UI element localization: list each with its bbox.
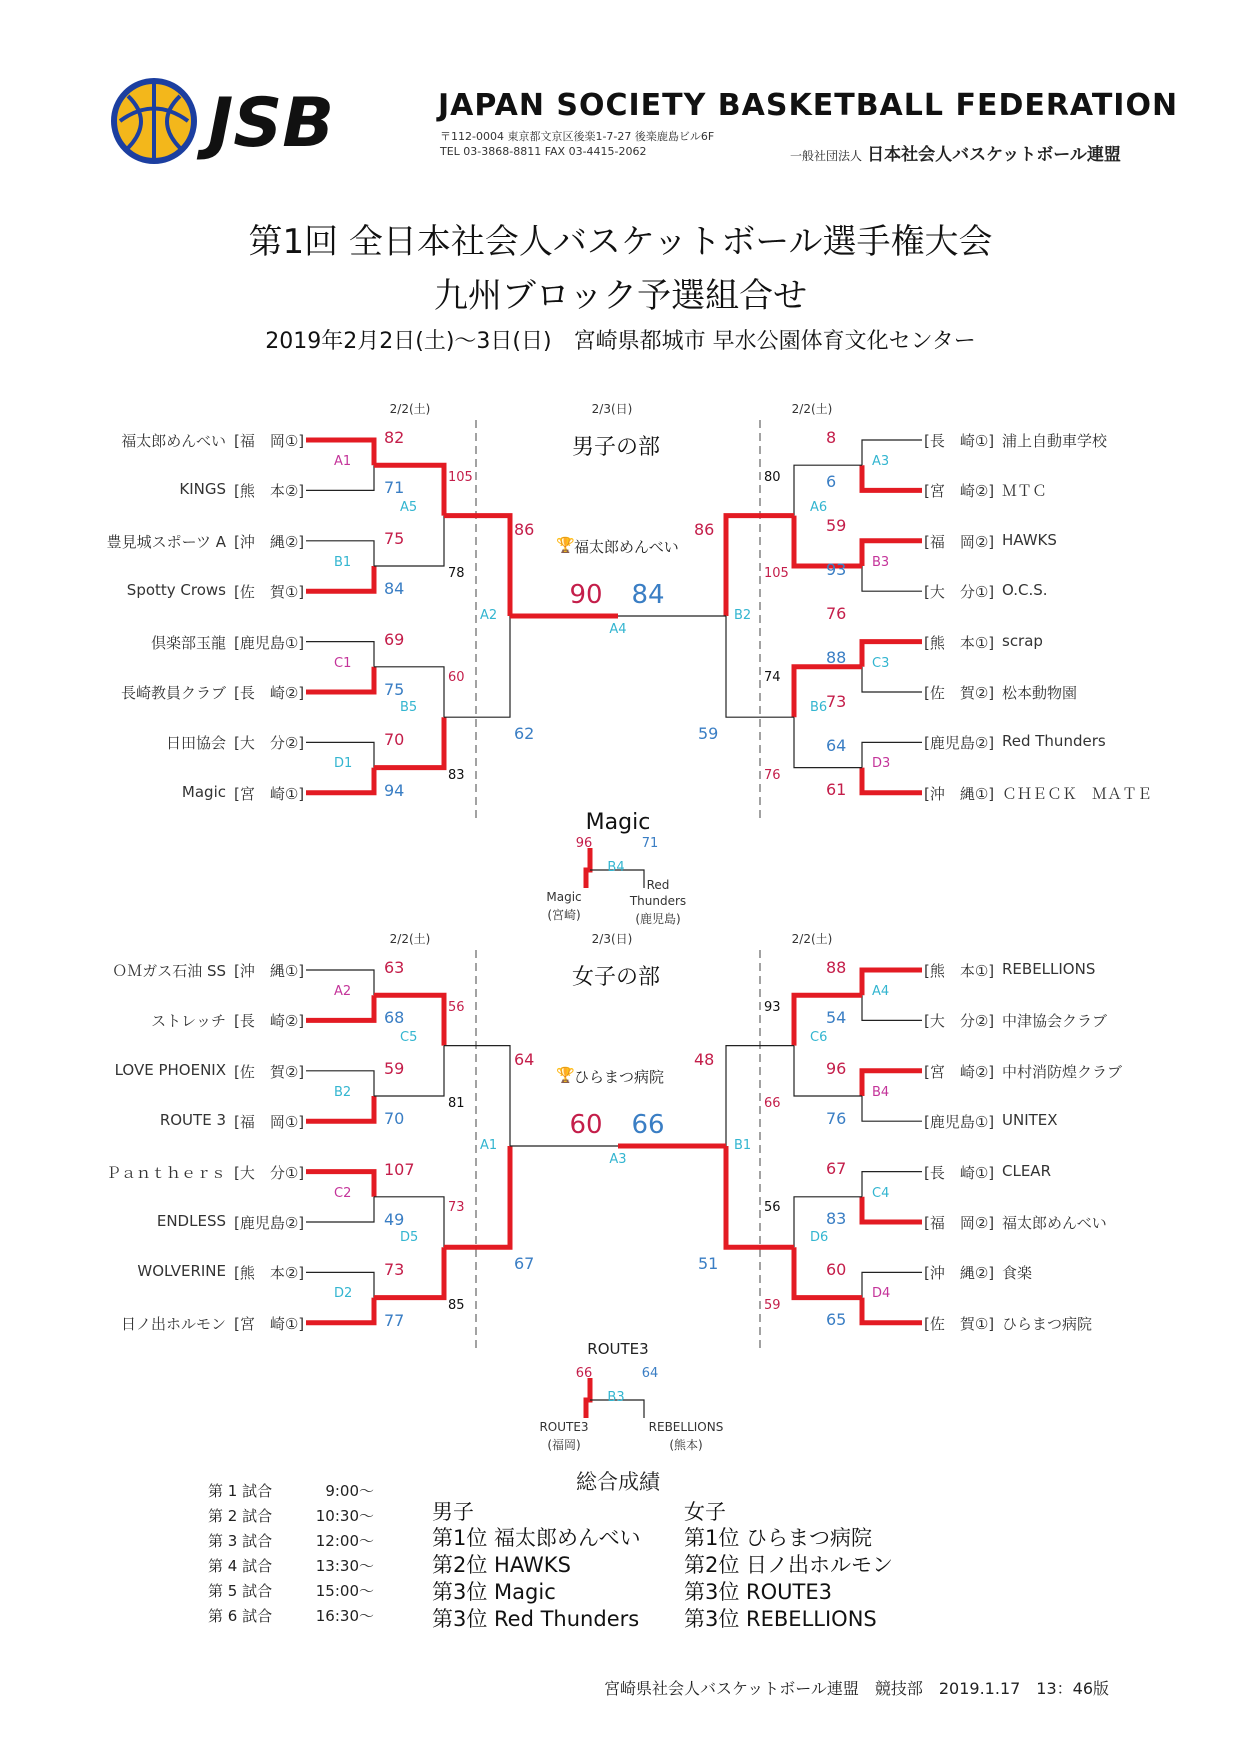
- team-pref-right: [鹿児島②]: [924, 734, 995, 753]
- score-left: 70: [384, 730, 405, 750]
- round2-score-right: 80: [764, 470, 781, 485]
- match-code: B6: [810, 700, 828, 715]
- results-men: [432, 1522, 641, 1630]
- org-english-name: JAPAN SOCIETY BASKETBALL FEDERATION: [438, 88, 1179, 123]
- schedule-time: 9:00～: [325, 1482, 374, 1500]
- third-team-right: Thunders: [629, 894, 687, 908]
- match-line-right: [862, 667, 922, 692]
- team-name-left: Spotty Crows: [126, 581, 226, 600]
- third-team-left-pref: (宮崎): [547, 908, 581, 922]
- team-name-right: REBELLIONS: [1002, 960, 1096, 978]
- team-pref-left: [沖 縄①]: [234, 962, 305, 980]
- score-right: 83: [826, 1209, 847, 1229]
- score-left: 75: [384, 680, 405, 699]
- match-line-right: [862, 1298, 922, 1323]
- round2-score-left: 105: [448, 470, 473, 485]
- match-line-right: [862, 742, 922, 767]
- match-code: C3: [872, 655, 890, 671]
- third-place-winner: ROUTE3: [587, 1340, 649, 1358]
- score-right: 93: [826, 560, 847, 579]
- score-right: 65: [826, 1310, 847, 1329]
- team-name-left: ENDLESS: [156, 1212, 226, 1230]
- org-tel: TEL 03-3868-8811 FAX 03-4415-2062: [440, 145, 647, 158]
- semi-score-right: 48: [694, 1050, 715, 1069]
- match-code: C5: [400, 1030, 418, 1045]
- team-name-right: ＭＴＣ: [1002, 482, 1048, 501]
- match-line-right: [862, 642, 922, 667]
- score-right: 59: [826, 516, 847, 535]
- match-code: C2: [334, 1185, 352, 1201]
- page-title-line2: 九州ブロック予選組合せ: [433, 276, 808, 316]
- score-right: 64: [826, 736, 847, 755]
- match-line-right: [862, 1172, 922, 1197]
- schedule-row: [208, 1505, 374, 1530]
- final-score-left: 90: [569, 580, 603, 610]
- score-left: 68: [384, 1008, 405, 1028]
- score-left: 69: [384, 629, 405, 649]
- trophy-icon: 🏆: [556, 536, 575, 554]
- match-code: B5: [400, 700, 418, 715]
- match-line-right: [862, 566, 922, 591]
- schedule-game: 第 2 試合: [208, 1507, 273, 1525]
- third-team-left: ROUTE3: [539, 1420, 589, 1434]
- round2-score-left: 78: [448, 566, 465, 581]
- semi-line-left: [444, 616, 510, 717]
- team-pref-right: [佐 賀②]: [924, 684, 995, 702]
- date-center: 2/3(日): [591, 932, 633, 946]
- match-code: D3: [872, 756, 891, 772]
- basketball-icon: [108, 76, 428, 166]
- results-title: 総合成績: [576, 1470, 660, 1494]
- round2-score-right: 66: [764, 1096, 781, 1111]
- score-right: 88: [826, 958, 847, 977]
- team-pref-right: [沖 縄②]: [924, 1264, 995, 1283]
- team-pref-left: [長 崎②]: [234, 684, 305, 702]
- round2-score-left: 60: [448, 670, 465, 685]
- match-line-right: [862, 1197, 922, 1222]
- section-title: 女子の部: [571, 965, 661, 990]
- team-pref-left: [鹿児島①]: [234, 633, 305, 652]
- score-left: 49: [384, 1210, 405, 1229]
- score-left: 73: [384, 1260, 405, 1280]
- team-name-left: 福太郎めんべい: [121, 432, 226, 450]
- team-pref-right: [熊 本①]: [924, 962, 995, 980]
- score-left: 59: [384, 1058, 405, 1078]
- result-line: 第3位 Magic: [432, 1580, 556, 1604]
- date-right: 2/2(土): [791, 402, 833, 416]
- match-code: B1: [734, 1138, 752, 1153]
- match-code: C4: [872, 1185, 890, 1201]
- team-name-left: LOVE PHOENIX: [114, 1060, 226, 1079]
- match-code: B2: [734, 608, 752, 623]
- result-line: 第2位 日ノ出ホルモン: [684, 1553, 894, 1577]
- round2-score-left: 81: [448, 1096, 465, 1111]
- team-pref-left: [福 岡①]: [234, 432, 305, 450]
- result-line: 第1位 福太郎めんべい: [432, 1526, 641, 1550]
- page-title-line1: 第1回 全日本社会人バスケットボール選手権大会: [248, 222, 993, 262]
- schedule-time: 16:30～: [315, 1607, 374, 1625]
- champion-name: 福太郎めんべい: [574, 538, 679, 556]
- schedule-row: [208, 1555, 374, 1580]
- team-pref-left: [長 崎②]: [234, 1012, 305, 1031]
- third-score-left: 96: [575, 836, 593, 851]
- team-name-left: KINGS: [179, 480, 226, 499]
- semi-score-left: 86: [514, 520, 535, 539]
- semi-line-left: [444, 1146, 510, 1247]
- score-right: 76: [826, 604, 847, 623]
- svg-text:JSB: JSB: [208, 84, 335, 163]
- date-left: 2/2(土): [389, 402, 431, 416]
- match-code: A4: [872, 984, 890, 999]
- match-code: A3: [872, 454, 890, 469]
- team-pref-right: [長 崎①]: [924, 432, 995, 450]
- match-code: B4: [872, 1084, 890, 1100]
- score-right: 6: [826, 472, 837, 491]
- match-code: A1: [334, 454, 352, 469]
- champion-name: ひらまつ病院: [574, 1068, 665, 1086]
- score-left: 70: [384, 1109, 405, 1129]
- match-line-right: [862, 768, 922, 793]
- round2-score-left: 73: [448, 1200, 465, 1215]
- schedule-time: 13:30～: [315, 1557, 374, 1575]
- team-pref-left: [熊 本②]: [234, 1264, 305, 1283]
- match-line-right: [862, 1096, 922, 1121]
- semi-score-right: 86: [694, 520, 715, 539]
- jsb-logo: [108, 76, 428, 166]
- semi-score-left: 67: [514, 1254, 535, 1273]
- team-name-left: ＯＭガス石油 SS: [112, 962, 226, 980]
- score-left: 63: [384, 958, 405, 977]
- third-team-right-pref: (鹿児島): [635, 912, 681, 926]
- schedule-game: 第 5 試合: [208, 1582, 273, 1600]
- score-right: 88: [826, 648, 847, 667]
- score-right: 67: [826, 1159, 847, 1179]
- round2-score-right: 93: [764, 1000, 781, 1015]
- team-pref-right: [福 岡②]: [924, 1214, 995, 1232]
- final-code: A3: [609, 1152, 627, 1167]
- schedule-row: [208, 1480, 374, 1505]
- team-pref-right: [大 分②]: [924, 1012, 995, 1031]
- team-name-left: Ｐａｎｔｈｅｒｓ: [105, 1163, 226, 1182]
- team-name-left: WOLVERINE: [137, 1262, 226, 1281]
- score-right: 54: [826, 1008, 847, 1028]
- score-right: 73: [826, 692, 847, 711]
- team-name-right: 中村消防煌クラブ: [1002, 1062, 1123, 1081]
- round2-score-right: 76: [764, 768, 781, 783]
- match-code: D1: [334, 756, 353, 772]
- match-code: B2: [334, 1084, 352, 1100]
- team-pref-right: [福 岡②]: [924, 532, 995, 551]
- team-pref-right: [長 崎①]: [924, 1163, 995, 1182]
- final-score-right: 66: [631, 1110, 665, 1140]
- result-line: 第3位 Red Thunders: [432, 1607, 640, 1631]
- page-subtitle: 2019年2月2日(土)～3日(日) 宮崎県都城市 早水公園体育文化センター: [265, 329, 976, 354]
- result-line: 第1位 ひらまつ病院: [684, 1526, 873, 1550]
- third-team-right: REBELLIONS: [648, 1420, 724, 1434]
- round2-score-left: 83: [448, 768, 465, 783]
- team-name-left: 日田協会: [165, 734, 226, 753]
- schedule-game: 第 4 試合: [208, 1557, 273, 1575]
- match-code: A5: [400, 500, 418, 515]
- team-pref-right: [大 分①]: [924, 583, 995, 602]
- team-name-left: ストレッチ: [151, 1012, 226, 1031]
- round2-score-left: 56: [448, 1000, 465, 1015]
- match-code: D2: [334, 1286, 353, 1302]
- match-code: A1: [480, 1138, 498, 1153]
- org-japanese: 一般社団法人 日本社会人バスケットボール連盟: [790, 145, 1121, 165]
- result-line: 第3位 ROUTE3: [684, 1580, 832, 1604]
- team-pref-right: [宮 崎②]: [924, 482, 995, 501]
- match-code: C6: [810, 1030, 828, 1045]
- match-code: B1: [334, 554, 352, 570]
- schedule: [208, 1480, 374, 1630]
- score-left: 84: [384, 579, 405, 599]
- third-code: B3: [607, 1390, 625, 1405]
- third-team-right-pref: (熊本): [669, 1438, 703, 1452]
- team-name-right: 松本動物園: [1002, 684, 1078, 702]
- date-center: 2/3(日): [591, 402, 633, 416]
- score-left: 107: [384, 1159, 415, 1179]
- result-line: 第3位 REBELLIONS: [684, 1607, 877, 1631]
- team-pref-left: [鹿児島②]: [234, 1214, 305, 1232]
- semi-score-left: 62: [514, 724, 535, 743]
- team-name-left: 日ノ出ホルモン: [120, 1314, 226, 1333]
- final-code: A4: [609, 622, 627, 637]
- schedule-time: 12:00～: [315, 1532, 374, 1550]
- team-pref-left: [佐 賀②]: [234, 1062, 305, 1081]
- team-name-left: ROUTE 3: [159, 1111, 226, 1130]
- round2-score-left: 85: [448, 1298, 465, 1313]
- third-place-winner: Magic: [585, 810, 651, 835]
- third-line-left: [586, 1378, 590, 1418]
- team-name-right: 食楽: [1002, 1264, 1033, 1283]
- section-title: 男子の部: [571, 435, 661, 460]
- team-pref-right: [宮 崎②]: [924, 1062, 995, 1081]
- results-men-label: 男子: [432, 1500, 474, 1524]
- team-pref-left: [宮 崎①]: [234, 1314, 305, 1333]
- third-line-left: [586, 848, 590, 888]
- team-name-right: O.C.S.: [1002, 581, 1048, 600]
- semi-score-left: 64: [514, 1050, 535, 1069]
- team-name-right: CLEAR: [1002, 1161, 1051, 1180]
- third-team-right: Red: [646, 878, 670, 892]
- score-left: 77: [384, 1310, 405, 1330]
- match-line-right: [862, 1071, 922, 1096]
- team-pref-left: [福 岡①]: [234, 1113, 305, 1132]
- match-code: D6: [810, 1230, 829, 1245]
- date-right: 2/2(土): [791, 932, 833, 946]
- team-name-right: ひらまつ病院: [1002, 1314, 1093, 1333]
- score-right: 8: [826, 428, 837, 447]
- match-code: C1: [334, 655, 352, 671]
- score-left: 71: [384, 478, 405, 498]
- team-name-right: UNITEX: [1002, 1111, 1058, 1130]
- score-right: 96: [826, 1058, 847, 1078]
- score-right: 76: [826, 1108, 847, 1128]
- match-code: B3: [872, 554, 890, 570]
- semi-score-right: 59: [698, 724, 719, 743]
- schedule-time: 10:30～: [315, 1507, 374, 1525]
- match-code: D5: [400, 1230, 419, 1245]
- schedule-time: 15:00～: [315, 1582, 374, 1600]
- schedule-game: 第 1 試合: [208, 1482, 273, 1500]
- team-pref-left: [大 分①]: [234, 1163, 305, 1182]
- schedule-row: [208, 1605, 374, 1630]
- team-name-right: Red Thunders: [1002, 732, 1106, 751]
- semi-score-right: 51: [698, 1254, 719, 1273]
- score-left: 94: [384, 780, 405, 800]
- round2-score-right: 105: [764, 566, 789, 581]
- score-right: 60: [826, 1259, 847, 1279]
- match-code: A6: [810, 500, 828, 515]
- schedule-game: 第 6 試合: [208, 1607, 273, 1625]
- third-team-left-pref: (福岡): [547, 1438, 581, 1452]
- team-name-right: ＣＨＥＣＫ ＭＡＴＥ: [1002, 784, 1153, 803]
- footer: 宮崎県社会人バスケットボール連盟 競技部 2019.1.17 13：46版: [604, 1679, 1110, 1698]
- score-right: 61: [826, 780, 847, 799]
- schedule-row: [208, 1580, 374, 1605]
- score-left: 82: [384, 428, 405, 447]
- team-name-right: HAWKS: [1002, 530, 1057, 549]
- match-line-right: [862, 465, 922, 490]
- match-line-right: [862, 1272, 922, 1297]
- schedule-game: 第 3 試合: [208, 1532, 273, 1550]
- score-left: 75: [384, 528, 405, 548]
- third-code: B4: [607, 860, 625, 875]
- third-team-left: Magic: [546, 890, 582, 904]
- final-score-right: 84: [631, 580, 665, 610]
- team-pref-right: [沖 縄①]: [924, 784, 995, 803]
- results-women: [684, 1522, 893, 1630]
- team-pref-left: [佐 賀①]: [234, 583, 305, 602]
- team-pref-left: [宮 崎①]: [234, 784, 305, 803]
- date-left: 2/2(土): [389, 932, 431, 946]
- team-name-left: 豊見城スポーツ A: [106, 532, 226, 551]
- match-line-right: [862, 440, 922, 465]
- match-code: A2: [334, 984, 352, 999]
- trophy-icon: 🏆: [556, 1066, 575, 1084]
- match-line-right: [862, 970, 922, 995]
- third-score-right: 64: [641, 1366, 659, 1381]
- round2-score-right: 56: [764, 1200, 781, 1215]
- team-pref-left: [大 分②]: [234, 734, 305, 753]
- team-name-left: 倶楽部玉龍: [150, 633, 226, 652]
- org-address: 〒112-0004 東京都文京区後楽1-7-27 後楽鹿島ビル6F: [440, 130, 715, 143]
- team-pref-left: [沖 縄②]: [234, 532, 305, 551]
- team-name-right: scrap: [1002, 631, 1043, 650]
- third-score-left: 66: [575, 1366, 593, 1381]
- match-code: A2: [480, 608, 498, 623]
- team-name-left: Magic: [181, 782, 226, 801]
- team-name-right: 浦上自動車学校: [1002, 432, 1108, 450]
- match-line-right: [862, 541, 922, 566]
- team-pref-left: [熊 本②]: [234, 482, 305, 501]
- third-score-right: 71: [641, 836, 659, 851]
- match-line-right: [862, 995, 922, 1020]
- team-pref-right: [佐 賀①]: [924, 1314, 995, 1333]
- results-women-label: 女子: [684, 1500, 726, 1524]
- team-name-right: 中津協会クラブ: [1002, 1012, 1108, 1031]
- round2-score-right: 59: [764, 1298, 781, 1313]
- final-score-left: 60: [569, 1110, 603, 1140]
- team-pref-right: [熊 本①]: [924, 633, 995, 652]
- round2-score-right: 74: [764, 670, 781, 685]
- team-name-right: 福太郎めんべい: [1002, 1214, 1107, 1232]
- team-name-left: 長崎教員クラブ: [120, 684, 226, 702]
- team-pref-right: [鹿児島①]: [924, 1113, 995, 1132]
- match-code: D4: [872, 1286, 891, 1302]
- schedule-row: [208, 1530, 374, 1555]
- result-line: 第2位 HAWKS: [432, 1553, 571, 1577]
